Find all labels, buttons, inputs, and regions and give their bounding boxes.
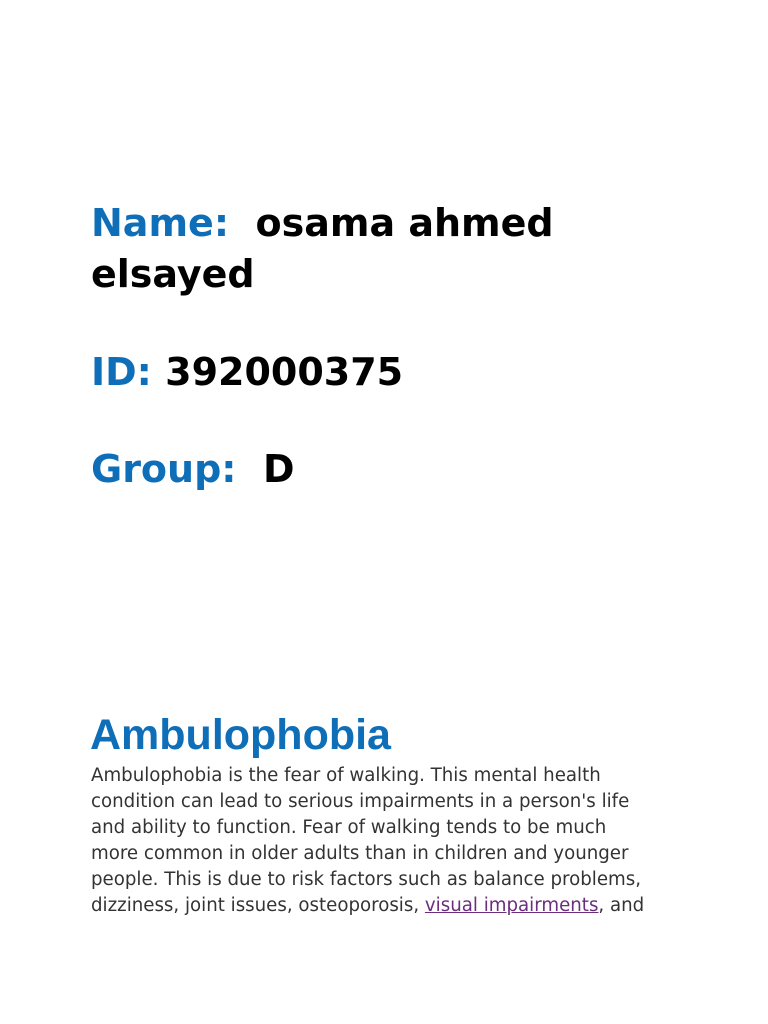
body-text-after-link: , and bbox=[598, 895, 645, 916]
article-body bbox=[91, 763, 681, 919]
body-line: Ambulophobia is the fear of walking. This mental health bbox=[91, 765, 601, 786]
group-row bbox=[91, 444, 691, 495]
id-label: ID: bbox=[91, 350, 152, 394]
id-value: 392000375 bbox=[165, 350, 404, 394]
id-row bbox=[91, 347, 691, 398]
group-value: D bbox=[262, 447, 295, 491]
name-value-line1: osama ahmed bbox=[255, 201, 554, 245]
body-line-with-link bbox=[91, 893, 681, 919]
name-label: Name: bbox=[91, 201, 230, 245]
group-label: Group: bbox=[91, 447, 237, 491]
body-text-before-link: dizziness, joint issues, osteoporosis, bbox=[91, 895, 425, 916]
visual-impairments-link[interactable]: visual impairments bbox=[424, 895, 599, 916]
body-line: people. This is due to risk factors such as balance problems, bbox=[91, 869, 642, 890]
article-heading: Ambulophobia bbox=[90, 711, 391, 759]
body-line: more common in older adults than in children and younger bbox=[91, 843, 629, 864]
body-line: and ability to function. Fear of walking tends to be much bbox=[91, 817, 607, 838]
name-row bbox=[91, 198, 691, 300]
body-line: condition can lead to serious impairments in a person's life bbox=[91, 791, 630, 812]
name-value-line2: elsayed bbox=[91, 252, 255, 296]
